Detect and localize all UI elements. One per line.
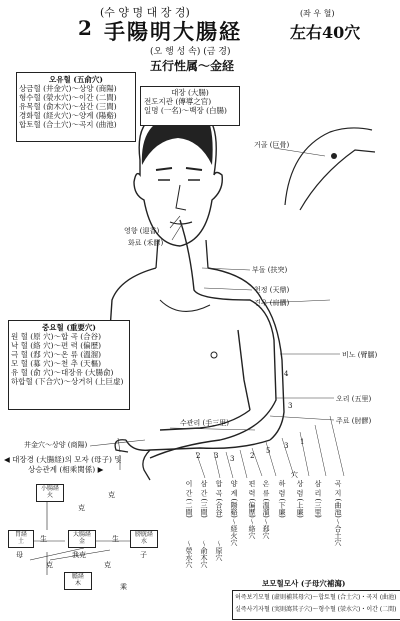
relation-cell-element: 土	[17, 538, 24, 545]
point-label-jeonggeum: 井金穴～상양 (商陽)	[24, 441, 88, 449]
nose	[176, 185, 186, 210]
important-title: 중요혈 (重要穴)	[42, 323, 96, 332]
relation-cell-left	[8, 530, 34, 548]
relation-cell-element: 水	[140, 538, 147, 545]
relation-cell-element: 金	[78, 538, 85, 545]
arm-point-label: 이 간 (二間)	[185, 480, 193, 518]
arm-point-label: 곡 지 (曲池)～合土穴	[334, 480, 342, 546]
chest	[160, 300, 217, 358]
arm-point-sub: ～滎水穴	[185, 540, 193, 568]
arm-number: 3	[230, 455, 235, 463]
relation-cell-meridian: 大腸経	[72, 531, 91, 538]
point-label-jugu: 거골 (巨骨)	[254, 141, 290, 149]
five-shu-box	[16, 72, 136, 142]
relation-cell-bottom	[64, 572, 92, 590]
element-hangul: (오 행 성 속) (금 경)	[150, 47, 231, 57]
bomo-row: 허즉보기모혈 (虛則補其母穴)～합토혈 (合土穴)・곡지 (曲池)	[235, 594, 397, 601]
arm-point-label: 합 곡 (合谷)	[215, 480, 223, 518]
important-points-box	[8, 320, 130, 410]
point-label-hwaryo: 화료 (禾髎)	[128, 239, 164, 247]
torso	[110, 268, 262, 380]
relation-cell-element: 火	[46, 492, 53, 499]
arm-number: 3	[284, 442, 289, 450]
title-number: 2	[78, 16, 92, 40]
marker-4: 4	[284, 370, 289, 378]
five-shu-title: 오유혈 (五俞穴)	[49, 75, 103, 84]
five-shu-row: 경화혈 (経火穴)～양계 (陽谿)	[19, 111, 117, 120]
right-arm	[238, 300, 284, 440]
eyebrows	[156, 168, 202, 170]
relation-wo-ke: 我克	[72, 551, 86, 559]
arm-point-label: 편 력 (偏歷)～絡穴	[248, 480, 256, 539]
point-label-budol: 부돌 (扶突)	[252, 266, 288, 274]
relation-ke-right: 克	[104, 561, 111, 569]
important-row: 원 혈 (原 穴)～합 곡 (合谷)	[11, 332, 102, 341]
arm-point-sub: ～原穴	[215, 540, 223, 561]
organ-function: 전도지관 (傳導之官)	[144, 97, 212, 106]
relation-subtitle: 상승관계 (相乘関係) ▶	[28, 465, 104, 474]
inset-point	[331, 153, 337, 159]
relation-ke-top: 克	[108, 491, 115, 499]
point-label-gyeonu: 견우 (肩髃)	[254, 299, 290, 307]
relation-cell-element: 木	[74, 580, 81, 587]
point-label-sugwanri: 수관리 (手三里)	[180, 419, 229, 427]
five-shu-row: 형수혈 (滎水穴)～이간 (二間)	[19, 93, 117, 102]
relation-cell-top	[36, 484, 64, 502]
arm-point-label: 상 렴 (上廉)	[296, 480, 304, 518]
arm-point-label: 하 렴 (下廉)	[278, 480, 286, 518]
five-shu-row: 합토혈 (合土穴)～곡지 (曲池)	[19, 120, 117, 129]
bomo-title: 보모혈모사 (子母穴補瀉)	[262, 579, 346, 588]
organ-box	[140, 86, 240, 126]
point-count: 左右40穴	[290, 23, 361, 42]
meridian-hangul-name: (수 양 명 대 장 경)	[100, 6, 190, 19]
arm-point-label: 양 계 (陽谿)～経火穴	[230, 480, 238, 546]
arm-number: 3	[214, 452, 219, 460]
relation-cell-center	[68, 530, 96, 548]
relation-cell-meridian: 膽経	[71, 573, 84, 580]
point-label-juryo: 주료 (肘髎)	[336, 417, 372, 425]
organ-alias: 일명 (一名)～백장 (白腸)	[144, 106, 227, 115]
relation-ke-left: 克	[46, 561, 53, 569]
arm-point-sub: ～俞木穴	[200, 540, 208, 568]
important-row: 유 혈 (俞 穴)～대장유 (大腸俞)	[11, 368, 114, 377]
point-label-ori: 오리 (五里)	[336, 395, 372, 403]
relation-ke-center: 克	[78, 504, 85, 512]
relation-cell-meridian: 膀胱経	[134, 531, 153, 538]
arm-number: 2	[196, 452, 201, 460]
important-row: 극 혈 (郄 穴)～온 류 (溫溜)	[11, 350, 102, 359]
relation-zi: 子	[140, 551, 147, 559]
arm-number: 2	[250, 452, 255, 460]
relation-sheng-right: 生	[112, 535, 119, 543]
neck	[156, 240, 208, 268]
point-label-cheonjeong: 천정 (天鼎)	[254, 286, 290, 294]
five-shu-row: 유목혈 (俞木穴)～삼간 (三間)	[19, 102, 117, 111]
arm-number: 5	[266, 447, 271, 455]
relation-cell-meridian: 胃経	[14, 531, 27, 538]
relation-title: ◀ 대장경 (大腸経)의 모자 (母子) 및	[4, 455, 122, 464]
relation-sheng-left: 生	[40, 535, 47, 543]
important-row: 모 혈 (募 穴)～천 추 (天樞)	[11, 359, 102, 368]
arm-number: 1	[300, 438, 305, 446]
five-shu-row: 상금혈 (井金穴)～상양 (商陽)	[19, 84, 117, 93]
organ-name: 대장 (大腸)	[171, 88, 209, 97]
important-row: 낙 혈 (絡 穴)～편 력 (偏歷)	[11, 341, 102, 350]
relation-mu: 母	[16, 551, 23, 559]
marker-3: 3	[288, 402, 293, 410]
element-label: 五行性属～金経	[150, 59, 235, 73]
point-count-hangul: (좌 우 혈)	[300, 9, 335, 18]
arm-point-label: 온 류 (溫溜)～郄穴	[262, 480, 270, 539]
arm-point-label: 삼 간 (三間)	[200, 480, 208, 518]
bomo-row: 실즉사기자혈 (実則瀉其子穴)～형수혈 (滎水穴)・이간 (二間)	[235, 606, 397, 613]
point-label-binoe: 비노 (臂臑)	[342, 351, 378, 359]
meridian-title: 手陽明大腸経	[104, 19, 242, 44]
relation-cell-right	[130, 530, 158, 548]
arm-point-label: 삼 리 (三里)	[314, 480, 322, 518]
relation-cell-meridian: 小腸経	[40, 485, 59, 492]
point-label-yinghyang: 영향 (迎香)	[124, 227, 160, 235]
important-row: 하합혈 (下合穴)～상거허 (上巨虚)	[11, 377, 124, 386]
shoulder-inset	[285, 128, 375, 210]
bomo-box	[232, 590, 400, 620]
marker-pit: 穴	[291, 471, 298, 479]
relation-cheng: 乘	[120, 583, 127, 591]
